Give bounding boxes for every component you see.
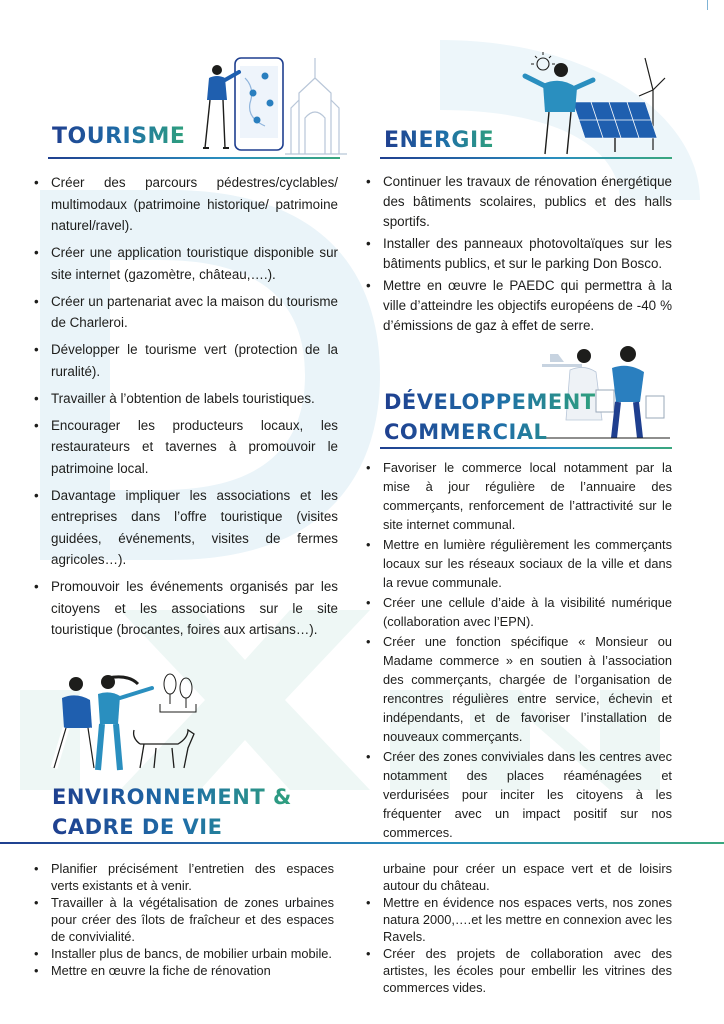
- list-item: • Davantage impliquer les associations et les entreprises dans l’offre touristique (visites guidées, événements, visites de fermes agricoles…).: [34, 485, 338, 571]
- environnement-list-right: [366, 894, 672, 996]
- list-item: • Créer une cellule d’aide à la visibilité numérique (collaboration avec l’EPN).: [366, 593, 672, 631]
- energie-list: [366, 172, 672, 338]
- list-item: • Développer le tourisme vert (protection de la ruralité).: [34, 339, 338, 382]
- developpement-list: [366, 458, 672, 843]
- list-item: • Promouvoir les événements organisés par les citoyens et les associations sur le site touristique (brocantes, foires aux artisans…).: [34, 576, 338, 641]
- tourisme-underline: [48, 157, 340, 159]
- list-item: • Travailler à l’obtention de labels touristiques.: [34, 388, 338, 410]
- list-item: • Favoriser le commerce local notamment par la mise à jour régulière de l’annuaire des commerçants, renforcement de l’attractivité sur le site internet communal.: [366, 458, 672, 534]
- environnement-heading-line1: ENVIRONNEMENT &: [52, 785, 292, 809]
- tourism-illustration: [195, 48, 355, 156]
- list-item: • Créer un partenariat avec la maison du tourisme de Charleroi.: [34, 291, 338, 334]
- developpement-underline: [380, 447, 672, 449]
- environnement-continuation: urbaine pour créer un espace vert et de loisirs autour du château.: [383, 861, 672, 893]
- list-item: • Mettre en évidence nos espaces verts, nos zones natura 2000,….et les mettre en connexion avec les Ravels.: [366, 894, 672, 945]
- tourisme-list: [34, 172, 338, 646]
- energy-illustration: [505, 50, 670, 156]
- environnement-underline: [0, 842, 724, 844]
- environnement-heading: [52, 782, 292, 842]
- list-item: • Installer des panneaux photovoltaïques sur les bâtiments publics, et sur le parking Don Bosco.: [366, 234, 672, 274]
- list-item: • Créer une application touristique disponible sur site internet (gazomètre, château,….).: [34, 242, 338, 285]
- list-item: • Installer plus de bancs, de mobilier urbain mobile.: [34, 945, 334, 962]
- list-item: • Créer des zones conviviales dans les centres avec notamment des places réaménagées et verdurisées pour inciter les citoyens à les fréquenter avec un impact positif sur nos commerces.: [366, 747, 672, 842]
- environnement-list-left: [34, 860, 334, 979]
- energie-underline: [380, 157, 672, 159]
- list-item: • Créer des parcours pédestres/cyclables/ multimodaux (patrimoine historique/ patrimoine naturel/ravel).: [34, 172, 338, 237]
- environment-illustration: [48, 668, 208, 778]
- energie-heading: ENERGIE: [384, 128, 495, 153]
- list-item: • Créer des projets de collaboration avec des artistes, les écoles pour embellir les vitrines des commerces vides.: [366, 945, 672, 996]
- environnement-heading-line2: CADRE DE VIE: [52, 815, 223, 839]
- list-item: • Mettre en œuvre la fiche de rénovation: [34, 962, 334, 979]
- page-edge-mark: [707, 0, 708, 10]
- developpement-heading: [384, 387, 596, 447]
- tourisme-heading: TOURISME: [52, 124, 186, 149]
- list-item: • Mettre en œuvre le PAEDC qui permettra à la ville d’atteindre les objectifs européens de -40 % d’émissions de gaz à effet de serre.: [366, 276, 672, 336]
- list-item: • Planifier précisément l’entretien des espaces verts existants et à venir.: [34, 860, 334, 894]
- list-item: • Créer une fonction spécifique « Monsieur ou Madame commerce » en soutien à l’association des commerçants, chargée de l’organisation de rencontres régulières entre service, échevin et indépendants, et de favoriser l’installation de nouveaux commerçants.: [366, 632, 672, 746]
- list-item: • Mettre en lumière régulièrement les commerçants locaux sur les réseaux sociaux de la ville et dans la revue communale.: [366, 535, 672, 592]
- list-item: • Continuer les travaux de rénovation énergétique des bâtiments scolaires, publics et des halls sportifs.: [366, 172, 672, 232]
- developpement-heading-line1: DÉVELOPPEMENT: [384, 390, 596, 414]
- list-item: • Encourager les producteurs locaux, les restaurateurs et tavernes à promouvoir le patrimoine local.: [34, 415, 338, 480]
- list-item: • Travailler à la végétalisation de zones urbaines pour créer des îlots de fraîcheur et des espaces de convivialité.: [34, 894, 334, 945]
- developpement-heading-line2: COMMERCIAL: [384, 420, 548, 444]
